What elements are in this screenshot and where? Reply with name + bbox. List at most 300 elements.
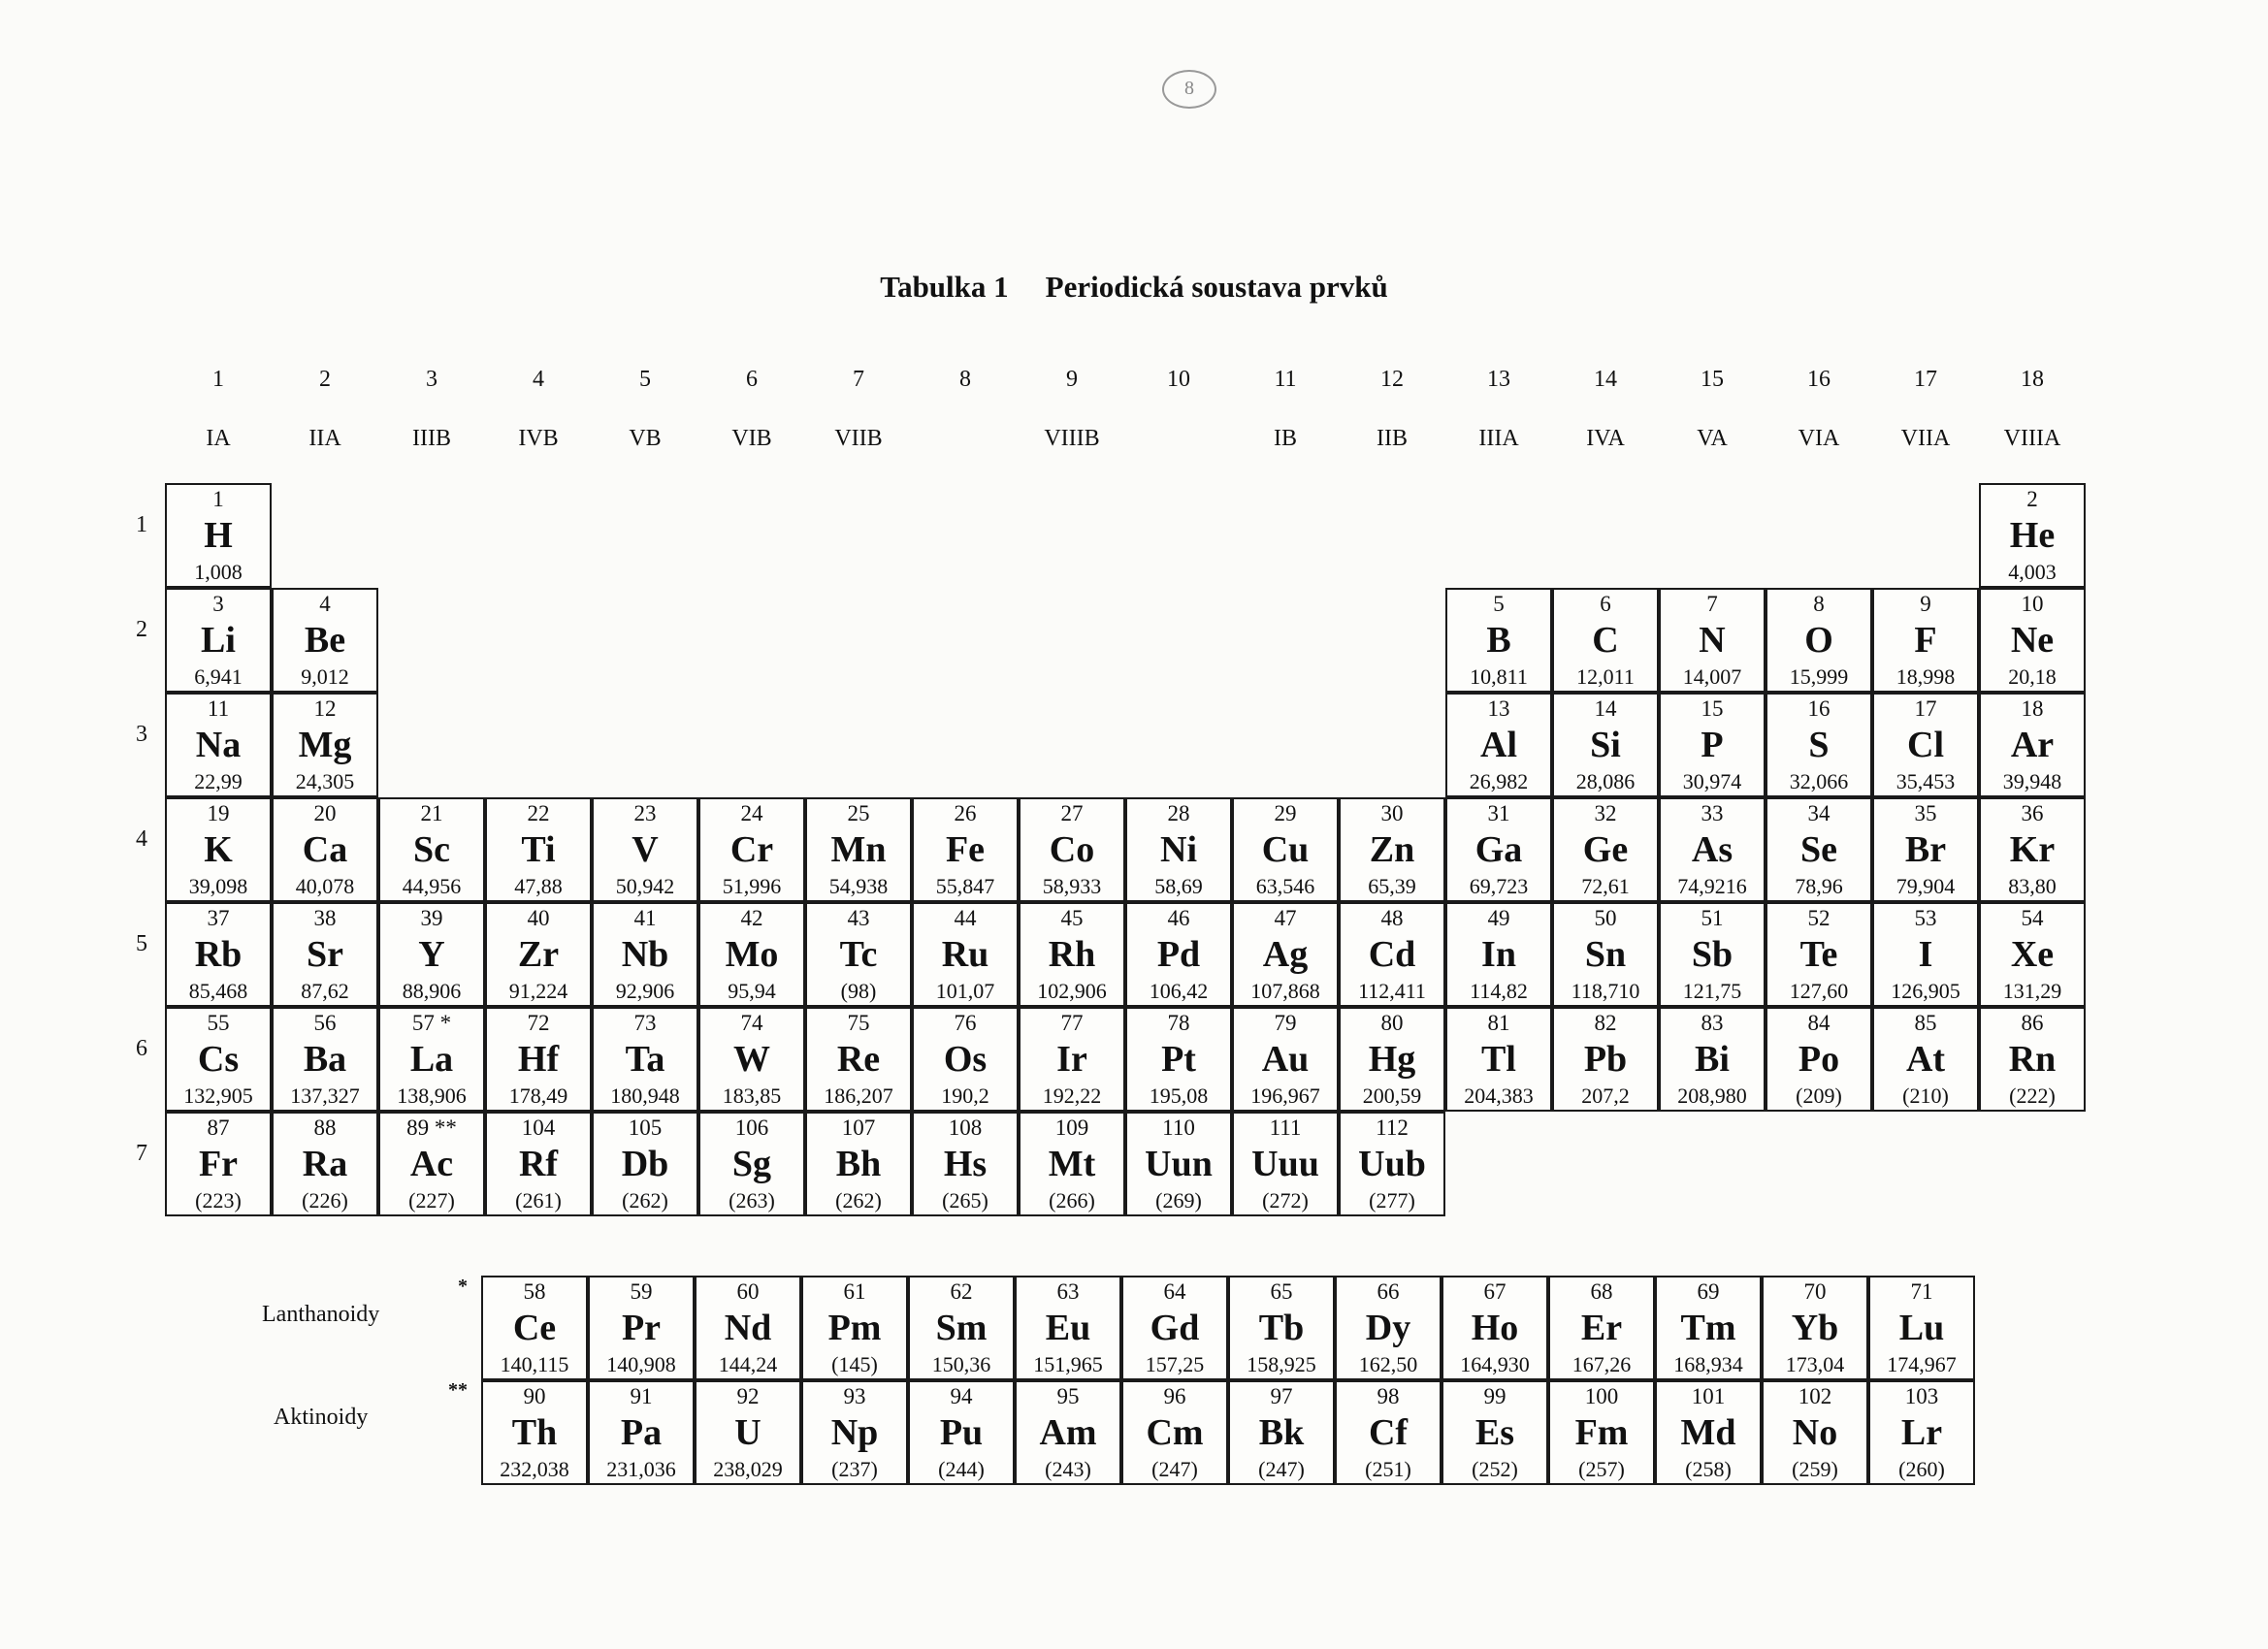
- atomic-number: 101: [1691, 1384, 1726, 1408]
- element-cell: [1125, 797, 1232, 902]
- element-symbol: Mg: [298, 725, 352, 765]
- group-number: 6: [746, 367, 758, 392]
- atomic-number: 49: [1487, 906, 1510, 930]
- atomic-number: 31: [1487, 801, 1510, 825]
- atomic-number: 59: [630, 1279, 653, 1304]
- atomic-number: 17: [1914, 696, 1937, 721]
- element-cell: [485, 1007, 592, 1112]
- atomic-mass: 92,906: [615, 980, 675, 1003]
- atomic-number: 21: [420, 801, 443, 825]
- group-label-old: VIA: [1798, 426, 1840, 451]
- element-symbol: Uuu: [1251, 1144, 1319, 1184]
- element-cell: [695, 1380, 801, 1485]
- element-cell: [698, 797, 805, 902]
- atomic-mass: (223): [195, 1189, 242, 1212]
- element-symbol: Cu: [1261, 829, 1310, 870]
- atomic-number: 48: [1380, 906, 1404, 930]
- element-symbol: Dy: [1365, 1308, 1411, 1348]
- atomic-number: 36: [2021, 801, 2044, 825]
- element-symbol: Xe: [2010, 934, 2055, 975]
- atomic-number: 56: [313, 1011, 337, 1035]
- atomic-mass: 9,012: [301, 665, 349, 689]
- element-cell: [1121, 1276, 1228, 1380]
- atomic-mass: (247): [1151, 1458, 1198, 1481]
- atomic-number: 15: [1701, 696, 1724, 721]
- group-number: 11: [1274, 367, 1297, 392]
- element-symbol: La: [409, 1039, 454, 1080]
- element-symbol: Cs: [197, 1039, 240, 1080]
- element-cell: [1979, 483, 2086, 588]
- atomic-mass: 158,925: [1247, 1353, 1316, 1376]
- element-cell: [1232, 797, 1339, 902]
- lanthanoids-marker: *: [458, 1276, 468, 1297]
- atomic-mass: 58,69: [1154, 875, 1203, 898]
- atomic-number: 108: [948, 1116, 983, 1140]
- group-number: 2: [319, 367, 331, 392]
- atomic-number: 52: [1807, 906, 1831, 930]
- group-label-old: IIB: [1377, 426, 1408, 451]
- group-number: 8: [959, 367, 971, 392]
- element-cell: [1762, 1276, 1868, 1380]
- element-cell: [1552, 588, 1659, 693]
- element-symbol: Eu: [1045, 1308, 1091, 1348]
- element-cell: [912, 1007, 1019, 1112]
- atomic-mass: 238,029: [713, 1458, 783, 1481]
- atomic-mass: (145): [831, 1353, 878, 1376]
- element-symbol: Fe: [945, 829, 986, 870]
- period-number: 6: [136, 1036, 147, 1061]
- atomic-number: 62: [950, 1279, 973, 1304]
- element-symbol: Ru: [941, 934, 989, 975]
- atomic-number: 66: [1377, 1279, 1400, 1304]
- atomic-number: 73: [633, 1011, 657, 1035]
- atomic-mass: 20,18: [2008, 665, 2057, 689]
- atomic-number: 2: [2026, 487, 2038, 511]
- atomic-mass: 144,24: [718, 1353, 778, 1376]
- element-cell: [698, 1007, 805, 1112]
- atomic-mass: 140,115: [500, 1353, 569, 1376]
- element-symbol: Ag: [1262, 934, 1309, 975]
- atomic-number: 87: [207, 1116, 230, 1140]
- element-cell: [1979, 1007, 2086, 1112]
- element-symbol: He: [2009, 515, 2056, 556]
- element-symbol: W: [733, 1039, 770, 1080]
- element-cell: [592, 1007, 698, 1112]
- atomic-mass: 30,974: [1682, 770, 1742, 793]
- atomic-number: 10: [2021, 592, 2044, 616]
- atomic-mass: 50,942: [615, 875, 675, 898]
- element-symbol: No: [1792, 1412, 1838, 1453]
- atomic-number: 55: [207, 1011, 230, 1035]
- element-symbol: Fm: [1574, 1412, 1629, 1453]
- group-number: 3: [426, 367, 437, 392]
- element-symbol: Uun: [1145, 1144, 1213, 1184]
- group-label-old: VIIIB: [1044, 426, 1100, 451]
- element-cell: [1339, 797, 1445, 902]
- element-symbol: Mn: [830, 829, 887, 870]
- element-symbol: O: [1804, 620, 1833, 661]
- atomic-mass: 137,327: [290, 1084, 360, 1108]
- atomic-mass: (210): [1902, 1084, 1949, 1108]
- element-symbol: As: [1691, 829, 1733, 870]
- element-cell: [1868, 1276, 1975, 1380]
- atomic-number: 28: [1167, 801, 1190, 825]
- atomic-mass: 173,04: [1785, 1353, 1845, 1376]
- atomic-number: 111: [1269, 1116, 1302, 1140]
- element-symbol: Ba: [303, 1039, 347, 1080]
- atomic-mass: 121,75: [1682, 980, 1742, 1003]
- atomic-mass: 168,934: [1673, 1353, 1743, 1376]
- atomic-mass: (262): [835, 1189, 882, 1212]
- atomic-number: 41: [633, 906, 657, 930]
- atomic-mass: 140,908: [606, 1353, 676, 1376]
- atomic-mass: (247): [1258, 1458, 1305, 1481]
- element-cell: [1125, 1112, 1232, 1216]
- atomic-mass: 204,383: [1464, 1084, 1534, 1108]
- atomic-number: 74: [740, 1011, 763, 1035]
- element-cell: [805, 1007, 912, 1112]
- element-symbol: Bh: [835, 1144, 882, 1184]
- atomic-mass: 4,003: [2008, 561, 2057, 584]
- element-cell: [1659, 1007, 1766, 1112]
- atomic-number: 86: [2021, 1011, 2044, 1035]
- element-cell: [1868, 1380, 1975, 1485]
- atomic-mass: 95,94: [728, 980, 776, 1003]
- element-cell: [912, 797, 1019, 902]
- atomic-number: 81: [1487, 1011, 1510, 1035]
- element-cell: [378, 1007, 485, 1112]
- element-cell: [1228, 1276, 1335, 1380]
- element-symbol: Ra: [302, 1144, 348, 1184]
- atomic-number: 24: [740, 801, 763, 825]
- table-label: Tabulka 1: [880, 270, 1009, 304]
- atomic-number: 61: [843, 1279, 866, 1304]
- atomic-mass: 26,982: [1469, 770, 1529, 793]
- element-cell: [1552, 902, 1659, 1007]
- atomic-mass: 101,07: [935, 980, 995, 1003]
- atomic-number: 68: [1590, 1279, 1613, 1304]
- atomic-mass: 132,905: [183, 1084, 253, 1108]
- element-symbol: Au: [1261, 1039, 1310, 1080]
- atomic-mass: 6,941: [194, 665, 243, 689]
- atomic-mass: 22,99: [194, 770, 243, 793]
- element-symbol: Rb: [194, 934, 243, 975]
- element-symbol: Cm: [1146, 1412, 1204, 1453]
- atomic-number: 25: [847, 801, 870, 825]
- atomic-number: 58: [523, 1279, 546, 1304]
- element-symbol: Zn: [1369, 829, 1415, 870]
- element-symbol: At: [1905, 1039, 1946, 1080]
- atomic-mass: 88,906: [402, 980, 462, 1003]
- element-cell: [1655, 1380, 1762, 1485]
- atomic-number: 20: [313, 801, 337, 825]
- element-cell: [1445, 797, 1552, 902]
- element-symbol: U: [734, 1412, 761, 1453]
- atomic-number: 30: [1380, 801, 1404, 825]
- element-symbol: Sm: [935, 1308, 988, 1348]
- group-number: 15: [1701, 367, 1724, 392]
- element-symbol: Tm: [1680, 1308, 1736, 1348]
- element-cell: [1445, 902, 1552, 1007]
- atomic-number: 32: [1594, 801, 1617, 825]
- element-cell: [378, 1112, 485, 1216]
- atomic-mass: (257): [1578, 1458, 1625, 1481]
- element-symbol: Hs: [943, 1144, 988, 1184]
- element-symbol: Ti: [521, 829, 556, 870]
- group-number: 18: [2021, 367, 2044, 392]
- atomic-number: 19: [207, 801, 230, 825]
- atomic-mass: 232,038: [500, 1458, 569, 1481]
- atomic-mass: (259): [1792, 1458, 1838, 1481]
- atomic-number: 109: [1054, 1116, 1089, 1140]
- element-cell: [1655, 1276, 1762, 1380]
- atomic-number: 54: [2021, 906, 2044, 930]
- element-symbol: Md: [1680, 1412, 1736, 1453]
- element-cell: [1335, 1276, 1442, 1380]
- element-symbol: Cd: [1368, 934, 1416, 975]
- element-cell: [485, 797, 592, 902]
- atomic-mass: 12,011: [1576, 665, 1635, 689]
- atomic-number: 96: [1163, 1384, 1186, 1408]
- atomic-number: 7: [1706, 592, 1718, 616]
- atomic-mass: 106,42: [1149, 980, 1209, 1003]
- element-cell: [805, 902, 912, 1007]
- atomic-mass: (244): [938, 1458, 985, 1481]
- atomic-mass: 196,967: [1250, 1084, 1320, 1108]
- group-label-old: IVA: [1586, 426, 1625, 451]
- atomic-mass: 85,468: [188, 980, 248, 1003]
- atomic-number: 70: [1803, 1279, 1827, 1304]
- atomic-number: 104: [521, 1116, 556, 1140]
- element-cell: [1228, 1380, 1335, 1485]
- atomic-number: 53: [1914, 906, 1937, 930]
- group-number: 9: [1066, 367, 1078, 392]
- group-label-old: IVB: [518, 426, 559, 451]
- atomic-mass: 114,82: [1470, 980, 1528, 1003]
- element-cell: [165, 1112, 272, 1216]
- atomic-number: 67: [1483, 1279, 1507, 1304]
- atomic-number: 93: [843, 1384, 866, 1408]
- element-cell: [1659, 902, 1766, 1007]
- atomic-mass: 14,007: [1682, 665, 1742, 689]
- element-symbol: Rn: [2008, 1039, 2057, 1080]
- element-symbol: Hg: [1368, 1039, 1416, 1080]
- atomic-number: 51: [1701, 906, 1724, 930]
- element-cell: [481, 1276, 588, 1380]
- atomic-number: 9: [1920, 592, 1931, 616]
- group-number: 16: [1807, 367, 1831, 392]
- element-symbol: H: [204, 515, 233, 556]
- page-title: [0, 270, 2268, 305]
- element-cell: [1766, 1007, 1872, 1112]
- atomic-number: 75: [847, 1011, 870, 1035]
- atomic-number: 95: [1056, 1384, 1080, 1408]
- element-symbol: Pd: [1156, 934, 1201, 975]
- atomic-number: 4: [319, 592, 331, 616]
- atomic-mass: 102,906: [1037, 980, 1107, 1003]
- element-cell: [1766, 588, 1872, 693]
- atomic-mass: (258): [1685, 1458, 1732, 1481]
- element-symbol: Uub: [1358, 1144, 1426, 1184]
- atomic-mass: (243): [1045, 1458, 1091, 1481]
- element-symbol: Th: [511, 1412, 558, 1453]
- atomic-mass: 186,207: [824, 1084, 893, 1108]
- atomic-number: 46: [1167, 906, 1190, 930]
- element-symbol: N: [1699, 620, 1726, 661]
- element-symbol: Mt: [1048, 1144, 1096, 1184]
- atomic-mass: 231,036: [606, 1458, 676, 1481]
- atomic-number: 60: [736, 1279, 760, 1304]
- element-cell: [1548, 1276, 1655, 1380]
- atomic-number: 94: [950, 1384, 973, 1408]
- element-cell: [908, 1380, 1015, 1485]
- element-symbol: Re: [836, 1039, 881, 1080]
- element-cell: [378, 902, 485, 1007]
- atomic-mass: (269): [1155, 1189, 1202, 1212]
- atomic-mass: (226): [302, 1189, 348, 1212]
- atomic-number: 38: [313, 906, 337, 930]
- element-symbol: Pb: [1583, 1039, 1628, 1080]
- atomic-number: 85: [1914, 1011, 1937, 1035]
- atomic-number: 97: [1270, 1384, 1293, 1408]
- atomic-mass: 167,26: [1571, 1353, 1632, 1376]
- atomic-mass: 162,50: [1358, 1353, 1418, 1376]
- atomic-number: 12: [313, 696, 337, 721]
- element-symbol: Co: [1049, 829, 1095, 870]
- element-symbol: Cf: [1368, 1412, 1409, 1453]
- atomic-number: 34: [1807, 801, 1831, 825]
- atomic-number: 69: [1697, 1279, 1720, 1304]
- atomic-mass: (251): [1365, 1458, 1411, 1481]
- element-cell: [1979, 797, 2086, 902]
- element-cell: [378, 797, 485, 902]
- element-symbol: Ni: [1160, 829, 1197, 870]
- atomic-mass: 164,930: [1460, 1353, 1530, 1376]
- atomic-mass: 190,2: [941, 1084, 989, 1108]
- atomic-number: 27: [1060, 801, 1084, 825]
- group-label-old: IA: [206, 426, 231, 451]
- element-cell: [165, 588, 272, 693]
- atomic-mass: 178,49: [508, 1084, 568, 1108]
- element-cell: [1339, 1112, 1445, 1216]
- element-cell: [1442, 1276, 1548, 1380]
- atomic-number: 40: [527, 906, 550, 930]
- atomic-number: 92: [736, 1384, 760, 1408]
- element-cell: [695, 1276, 801, 1380]
- atomic-mass: 183,85: [722, 1084, 782, 1108]
- group-number: 13: [1487, 367, 1510, 392]
- atomic-number: 79: [1274, 1011, 1297, 1035]
- atomic-number: 35: [1914, 801, 1937, 825]
- element-symbol: Sb: [1691, 934, 1733, 975]
- atomic-mass: 24,305: [295, 770, 355, 793]
- element-cell: [698, 1112, 805, 1216]
- element-cell: [1339, 902, 1445, 1007]
- atomic-mass: 1,008: [194, 561, 243, 584]
- element-cell: [272, 902, 378, 1007]
- atomic-number: 44: [954, 906, 977, 930]
- atomic-mass: 58,933: [1042, 875, 1102, 898]
- atomic-mass: (265): [942, 1189, 988, 1212]
- element-symbol: Fr: [198, 1144, 239, 1184]
- group-number: 14: [1594, 367, 1617, 392]
- element-symbol: Cl: [1907, 725, 1944, 765]
- element-symbol: Hf: [517, 1039, 560, 1080]
- element-symbol: Ar: [2010, 725, 2055, 765]
- atomic-number: 11: [207, 696, 230, 721]
- element-cell: [1232, 1112, 1339, 1216]
- atomic-mass: 150,36: [931, 1353, 991, 1376]
- group-label-old: IIA: [308, 426, 341, 451]
- group-label-old: VIIIA: [2003, 426, 2061, 451]
- atomic-mass: 195,08: [1149, 1084, 1209, 1108]
- element-cell: [1339, 1007, 1445, 1112]
- atomic-mass: (222): [2009, 1084, 2056, 1108]
- element-symbol: In: [1481, 934, 1516, 975]
- element-cell: [801, 1380, 908, 1485]
- element-cell: [908, 1276, 1015, 1380]
- element-cell: [1232, 902, 1339, 1007]
- element-cell: [1659, 693, 1766, 797]
- group-number: 7: [853, 367, 864, 392]
- atomic-number: 1: [212, 487, 224, 511]
- atomic-mass: 180,948: [610, 1084, 680, 1108]
- element-symbol: Ne: [2010, 620, 2055, 661]
- element-cell: [1552, 1007, 1659, 1112]
- element-cell: [1766, 797, 1872, 902]
- atomic-number: 110: [1162, 1116, 1195, 1140]
- atomic-mass: (227): [408, 1189, 455, 1212]
- element-cell: [1019, 1112, 1125, 1216]
- element-cell: [1872, 797, 1979, 902]
- atomic-mass: 72,61: [1581, 875, 1630, 898]
- element-symbol: P: [1701, 725, 1724, 765]
- element-cell: [1015, 1380, 1121, 1485]
- element-cell: [1445, 588, 1552, 693]
- atomic-mass: 83,80: [2008, 875, 2057, 898]
- atomic-mass: 138,906: [397, 1084, 467, 1108]
- atomic-mass: 131,29: [2002, 980, 2062, 1003]
- atomic-number: 78: [1167, 1011, 1190, 1035]
- atomic-number: 89 **: [406, 1116, 457, 1140]
- atomic-number: 42: [740, 906, 763, 930]
- atomic-number: 72: [527, 1011, 550, 1035]
- element-cell: [592, 902, 698, 1007]
- element-symbol: Lu: [1898, 1308, 1945, 1348]
- element-symbol: Lr: [1900, 1412, 1943, 1453]
- period-number: 7: [136, 1141, 147, 1166]
- element-symbol: Kr: [2009, 829, 2056, 870]
- atomic-number: 45: [1060, 906, 1084, 930]
- element-symbol: Tc: [839, 934, 878, 975]
- element-symbol: Ge: [1582, 829, 1629, 870]
- group-label-old: VIIA: [1900, 426, 1951, 451]
- group-label-old: VA: [1697, 426, 1728, 451]
- atomic-number: 112: [1376, 1116, 1409, 1140]
- atomic-mass: (277): [1369, 1189, 1415, 1212]
- element-cell: [272, 588, 378, 693]
- atomic-number: 71: [1910, 1279, 1933, 1304]
- element-cell: [272, 1007, 378, 1112]
- group-label-old: IB: [1274, 426, 1297, 451]
- element-cell: [912, 902, 1019, 1007]
- element-cell: [1015, 1276, 1121, 1380]
- atomic-number: 102: [1798, 1384, 1832, 1408]
- element-cell: [481, 1380, 588, 1485]
- element-cell: [698, 902, 805, 1007]
- table-title: Periodická soustava prvků: [1045, 270, 1388, 304]
- atomic-mass: (266): [1049, 1189, 1095, 1212]
